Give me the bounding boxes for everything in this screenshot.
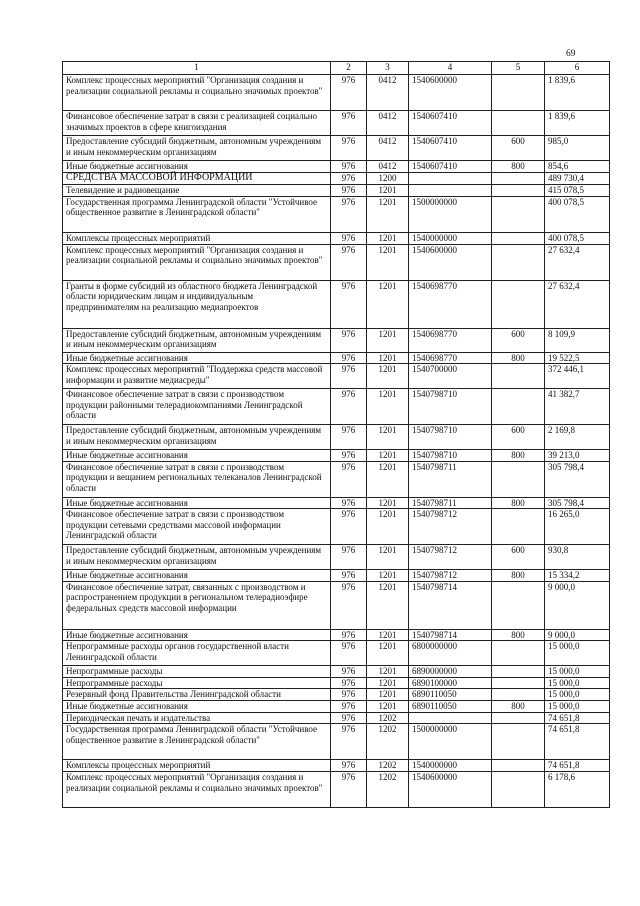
row-vr-cell: 800 (492, 629, 545, 641)
row-name-cell: Комплексы процессных мероприятий (63, 760, 331, 772)
row-csr-cell: 6890110050 (409, 689, 492, 701)
row-name-cell: Предоставление субсидий бюджетным, автономным учреждениям и иным некоммерческим организациям (63, 328, 331, 352)
row-vr-cell (492, 641, 545, 666)
row-grbs-cell: 976 (331, 712, 367, 724)
row-csr-cell: 1540698770 (409, 328, 492, 352)
table-row (63, 173, 610, 185)
row-vr-cell (492, 173, 545, 185)
row-rzpr-cell: 1201 (367, 196, 409, 232)
table-row (63, 724, 610, 760)
row-name-cell: Комплекс процессных мероприятий "Организация создания и реализации социальной рекламы и социально значимых проектов" (63, 75, 331, 111)
table-row (63, 389, 610, 425)
row-rzpr-cell: 0412 (367, 136, 409, 161)
row-vr-cell (492, 712, 545, 724)
row-grbs-cell: 976 (331, 280, 367, 328)
row-sum-cell: 16 265,0 (545, 509, 610, 545)
row-rzpr-cell: 1201 (367, 581, 409, 629)
row-sum-cell: 305 798,4 (545, 461, 610, 497)
budget-table (62, 61, 610, 808)
row-grbs-cell: 976 (331, 701, 367, 713)
row-name-cell: Государственная программа Ленинградской области "Устойчивое общественное развитие в Ленинградской области" (63, 196, 331, 232)
table-row (63, 545, 610, 570)
row-name-cell: Непрограммные расходы (63, 666, 331, 678)
row-grbs-cell: 976 (331, 760, 367, 772)
row-sum-cell: 74 651,8 (545, 724, 610, 760)
table-row (63, 701, 610, 713)
row-csr-cell: 6890110050 (409, 701, 492, 713)
row-rzpr-cell: 1201 (367, 328, 409, 352)
row-sum-cell: 372 446,1 (545, 364, 610, 389)
row-rzpr-cell: 1202 (367, 760, 409, 772)
row-csr-cell: 1540700000 (409, 364, 492, 389)
row-grbs-cell: 976 (331, 666, 367, 678)
row-vr-cell (492, 75, 545, 111)
table-row (63, 509, 610, 545)
row-sum-cell: 400 078,5 (545, 196, 610, 232)
row-sum-cell: 39 213,0 (545, 450, 610, 462)
row-name-cell: Комплексы процессных мероприятий (63, 232, 331, 244)
row-rzpr-cell: 1202 (367, 724, 409, 760)
table-row (63, 581, 610, 629)
row-rzpr-cell: 1201 (367, 570, 409, 582)
row-vr-cell (492, 689, 545, 701)
row-name-cell: Телевидение и радиовещание (63, 185, 331, 197)
row-sum-cell: 1 839,6 (545, 75, 610, 111)
row-grbs-cell: 976 (331, 724, 367, 760)
row-vr-cell (492, 111, 545, 136)
row-name-cell: Иные бюджетные ассигнования (63, 352, 331, 364)
header-cell: 4 (409, 62, 492, 75)
row-vr-cell: 800 (492, 161, 545, 173)
row-rzpr-cell: 1201 (367, 280, 409, 328)
table-row (63, 570, 610, 582)
row-grbs-cell: 976 (331, 497, 367, 509)
table-row (63, 450, 610, 462)
table-row (63, 629, 610, 641)
row-name-cell: Иные бюджетные ассигнования (63, 497, 331, 509)
row-rzpr-cell: 1201 (367, 352, 409, 364)
row-vr-cell (492, 509, 545, 545)
row-vr-cell (492, 666, 545, 678)
row-name-cell: Финансовое обеспечение затрат, связанных с производством и распространением продукции в региональном телерадиоэфире федеральных средств массовой информации (63, 581, 331, 629)
row-rzpr-cell: 1200 (367, 173, 409, 185)
table-row (63, 712, 610, 724)
row-name-cell: Иные бюджетные ассигнования (63, 570, 331, 582)
row-csr-cell: 1540798714 (409, 629, 492, 641)
row-sum-cell: 1 839,6 (545, 111, 610, 136)
row-vr-cell (492, 461, 545, 497)
table-row (63, 352, 610, 364)
row-rzpr-cell: 1201 (367, 364, 409, 389)
header-cell: 1 (63, 62, 331, 75)
row-csr-cell: 1540798710 (409, 389, 492, 425)
row-csr-cell: 1540600000 (409, 75, 492, 111)
row-rzpr-cell: 0412 (367, 75, 409, 111)
row-vr-cell (492, 280, 545, 328)
row-sum-cell: 15 334,2 (545, 570, 610, 582)
row-csr-cell: 1540798711 (409, 461, 492, 497)
row-rzpr-cell: 1201 (367, 244, 409, 280)
row-rzpr-cell: 1201 (367, 677, 409, 689)
row-rzpr-cell: 1201 (367, 497, 409, 509)
row-csr-cell: 1540607410 (409, 111, 492, 136)
table-row (63, 689, 610, 701)
row-name-cell: Гранты в форме субсидий из областного бюджета Ленинградской области юридическим лицам и индивидуальным предпринимателям на реализацию медиапроектов (63, 280, 331, 328)
row-name-cell: Иные бюджетные ассигнования (63, 701, 331, 713)
row-vr-cell (492, 389, 545, 425)
row-vr-cell (492, 196, 545, 232)
row-sum-cell: 6 178,6 (545, 772, 610, 808)
row-sum-cell: 985,0 (545, 136, 610, 161)
table-row (63, 280, 610, 328)
row-csr-cell (409, 185, 492, 197)
row-grbs-cell: 976 (331, 75, 367, 111)
table-row (63, 772, 610, 808)
row-csr-cell: 1540000000 (409, 232, 492, 244)
row-name-cell: Резервный фонд Правительства Ленинградской области (63, 689, 331, 701)
row-sum-cell: 9 000,0 (545, 581, 610, 629)
row-grbs-cell: 976 (331, 509, 367, 545)
row-vr-cell: 800 (492, 701, 545, 713)
row-name-cell: Финансовое обеспечение затрат в связи с производством продукции сетевыми средствами массовой информации Ленинградской области (63, 509, 331, 545)
row-csr-cell: 1540798714 (409, 581, 492, 629)
row-grbs-cell: 976 (331, 389, 367, 425)
row-name-cell: СРЕДСТВА МАССОВОЙ ИНФОРМАЦИИ (63, 173, 331, 185)
row-sum-cell: 15 000,0 (545, 666, 610, 678)
row-rzpr-cell: 1201 (367, 450, 409, 462)
row-csr-cell (409, 712, 492, 724)
row-grbs-cell: 976 (331, 136, 367, 161)
row-grbs-cell: 976 (331, 689, 367, 701)
row-sum-cell: 27 632,4 (545, 280, 610, 328)
header-cell: 2 (331, 62, 367, 75)
table-row (63, 161, 610, 173)
row-name-cell: Финансовое обеспечение затрат в связи с реализацией социально значимых проектов в сфере книгоиздания (63, 111, 331, 136)
row-csr-cell: 1540798712 (409, 545, 492, 570)
row-rzpr-cell: 1202 (367, 712, 409, 724)
row-vr-cell (492, 724, 545, 760)
row-name-cell: Предоставление субсидий бюджетным, автономным учреждениям и иным некоммерческим организациям (63, 545, 331, 570)
table-row (63, 185, 610, 197)
table-row (63, 677, 610, 689)
row-grbs-cell: 976 (331, 232, 367, 244)
row-rzpr-cell: 1201 (367, 641, 409, 666)
row-vr-cell (492, 581, 545, 629)
table-row (63, 244, 610, 280)
row-sum-cell: 74 651,8 (545, 712, 610, 724)
row-grbs-cell: 976 (331, 629, 367, 641)
table-row (63, 196, 610, 232)
row-grbs-cell: 976 (331, 196, 367, 232)
table-row (63, 232, 610, 244)
table-row (63, 666, 610, 678)
row-sum-cell: 15 000,0 (545, 701, 610, 713)
row-vr-cell (492, 772, 545, 808)
row-sum-cell: 489 730,4 (545, 173, 610, 185)
row-vr-cell: 800 (492, 352, 545, 364)
row-rzpr-cell: 1201 (367, 185, 409, 197)
header-cell: 6 (545, 62, 610, 75)
row-csr-cell: 1540798712 (409, 509, 492, 545)
page-number: 69 (566, 49, 576, 59)
table-row (63, 328, 610, 352)
row-sum-cell: 400 078,5 (545, 232, 610, 244)
row-name-cell: Комплекс процессных мероприятий "Поддержка средств массовой информации и развитие медиасреды" (63, 364, 331, 389)
row-csr-cell (409, 173, 492, 185)
row-csr-cell: 1500000000 (409, 196, 492, 232)
row-name-cell: Непрограммные расходы органов государственной власти Ленинградской области (63, 641, 331, 666)
row-rzpr-cell: 1201 (367, 701, 409, 713)
row-sum-cell: 41 382,7 (545, 389, 610, 425)
row-csr-cell: 1500000000 (409, 724, 492, 760)
table-row (63, 760, 610, 772)
row-rzpr-cell: 1201 (367, 425, 409, 450)
row-name-cell: Комплекс процессных мероприятий "Организация создания и реализации социальной рекламы и социально значимых проектов" (63, 244, 331, 280)
row-vr-cell (492, 760, 545, 772)
row-name-cell: Иные бюджетные ассигнования (63, 450, 331, 462)
row-grbs-cell: 976 (331, 173, 367, 185)
row-vr-cell: 600 (492, 425, 545, 450)
row-sum-cell: 415 078,5 (545, 185, 610, 197)
row-rzpr-cell: 0412 (367, 161, 409, 173)
row-name-cell: Финансовое обеспечение затрат в связи с производством продукции и вещанием региональных телеканалов Ленинградской области (63, 461, 331, 497)
row-grbs-cell: 976 (331, 641, 367, 666)
row-sum-cell: 8 109,9 (545, 328, 610, 352)
row-grbs-cell: 976 (331, 677, 367, 689)
row-csr-cell: 1540698770 (409, 280, 492, 328)
row-csr-cell: 1540000000 (409, 760, 492, 772)
row-grbs-cell: 976 (331, 185, 367, 197)
row-vr-cell (492, 364, 545, 389)
row-name-cell: Комплекс процессных мероприятий "Организация создания и реализации социальной рекламы и социально значимых проектов" (63, 772, 331, 808)
row-rzpr-cell: 1201 (367, 461, 409, 497)
row-rzpr-cell: 1201 (367, 689, 409, 701)
row-grbs-cell: 976 (331, 244, 367, 280)
row-csr-cell: 1540798711 (409, 497, 492, 509)
row-rzpr-cell: 1201 (367, 389, 409, 425)
row-sum-cell: 15 000,0 (545, 677, 610, 689)
row-name-cell: Предоставление субсидий бюджетным, автономным учреждениям и иным некоммерческим организациям (63, 425, 331, 450)
row-grbs-cell: 976 (331, 570, 367, 582)
row-sum-cell: 15 000,0 (545, 689, 610, 701)
table-row (63, 364, 610, 389)
row-vr-cell: 800 (492, 497, 545, 509)
row-rzpr-cell: 1201 (367, 666, 409, 678)
table-row (63, 75, 610, 111)
row-sum-cell: 305 798,4 (545, 497, 610, 509)
row-grbs-cell: 976 (331, 111, 367, 136)
row-rzpr-cell: 1202 (367, 772, 409, 808)
row-grbs-cell: 976 (331, 161, 367, 173)
row-rzpr-cell: 1201 (367, 509, 409, 545)
row-csr-cell: 1540607410 (409, 136, 492, 161)
row-sum-cell: 854,6 (545, 161, 610, 173)
row-name-cell: Государственная программа Ленинградской области "Устойчивое общественное развитие в Ленинградской области" (63, 724, 331, 760)
row-grbs-cell: 976 (331, 364, 367, 389)
row-vr-cell: 800 (492, 450, 545, 462)
row-csr-cell: 1540600000 (409, 772, 492, 808)
row-csr-cell: 1540607410 (409, 161, 492, 173)
row-sum-cell: 930,8 (545, 545, 610, 570)
row-csr-cell: 1540798710 (409, 425, 492, 450)
row-grbs-cell: 976 (331, 425, 367, 450)
row-vr-cell (492, 677, 545, 689)
row-grbs-cell: 976 (331, 545, 367, 570)
row-csr-cell: 1540798712 (409, 570, 492, 582)
header-row (63, 62, 610, 75)
table-row (63, 641, 610, 666)
row-name-cell: Периодическая печать и издательства (63, 712, 331, 724)
row-rzpr-cell: 1201 (367, 629, 409, 641)
row-sum-cell: 27 632,4 (545, 244, 610, 280)
row-csr-cell: 6890000000 (409, 666, 492, 678)
row-vr-cell: 800 (492, 570, 545, 582)
row-vr-cell (492, 232, 545, 244)
row-name-cell: Непрограммные расходы (63, 677, 331, 689)
row-grbs-cell: 976 (331, 328, 367, 352)
table-row (63, 497, 610, 509)
row-sum-cell: 74 651,8 (545, 760, 610, 772)
row-sum-cell: 15 000,0 (545, 641, 610, 666)
row-rzpr-cell: 1201 (367, 545, 409, 570)
row-csr-cell: 6890100000 (409, 677, 492, 689)
table-row (63, 461, 610, 497)
row-sum-cell: 2 169,8 (545, 425, 610, 450)
table-row (63, 111, 610, 136)
row-grbs-cell: 976 (331, 772, 367, 808)
row-grbs-cell: 976 (331, 450, 367, 462)
row-name-cell: Иные бюджетные ассигнования (63, 629, 331, 641)
row-csr-cell: 1540798710 (409, 450, 492, 462)
row-name-cell: Иные бюджетные ассигнования (63, 161, 331, 173)
row-sum-cell: 19 522,5 (545, 352, 610, 364)
row-vr-cell: 600 (492, 328, 545, 352)
row-csr-cell: 1540698770 (409, 352, 492, 364)
row-grbs-cell: 976 (331, 581, 367, 629)
row-vr-cell: 600 (492, 136, 545, 161)
row-name-cell: Финансовое обеспечение затрат в связи с производством продукции районными телерадиокомпаниями Ленинградской области (63, 389, 331, 425)
table-row (63, 136, 610, 161)
table-row (63, 425, 610, 450)
header-cell: 5 (492, 62, 545, 75)
row-vr-cell (492, 185, 545, 197)
row-vr-cell (492, 244, 545, 280)
row-csr-cell: 1540600000 (409, 244, 492, 280)
row-grbs-cell: 976 (331, 461, 367, 497)
row-grbs-cell: 976 (331, 352, 367, 364)
row-csr-cell: 6800000000 (409, 641, 492, 666)
row-sum-cell: 9 000,0 (545, 629, 610, 641)
row-vr-cell: 600 (492, 545, 545, 570)
row-rzpr-cell: 1201 (367, 232, 409, 244)
row-rzpr-cell: 0412 (367, 111, 409, 136)
row-name-cell: Предоставление субсидий бюджетным, автономным учреждениям и иным некоммерческим организациям (63, 136, 331, 161)
header-cell: 3 (367, 62, 409, 75)
